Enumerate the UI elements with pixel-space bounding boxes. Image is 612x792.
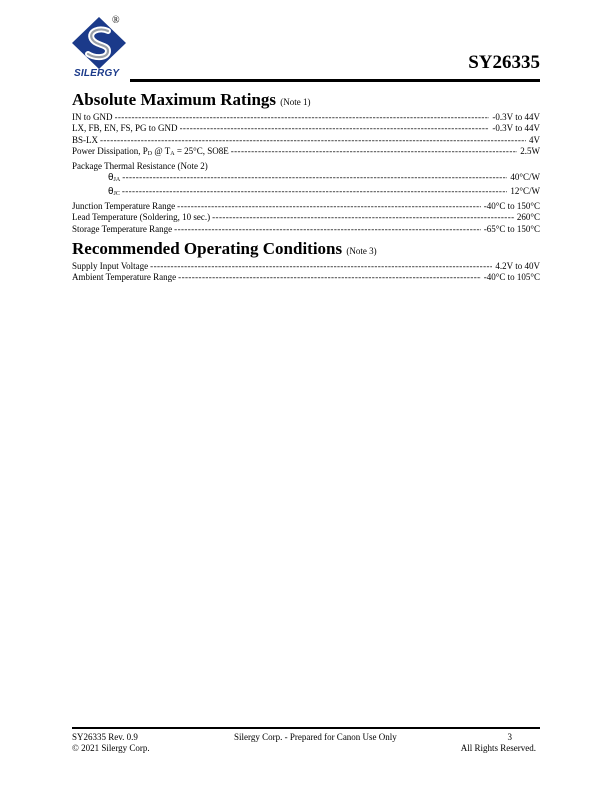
recommended-operating-conditions-section	[72, 239, 540, 284]
footer-page-number: 3	[507, 732, 512, 742]
roc-row-value: 4.2V to 40V	[495, 261, 540, 271]
footer-center-text: Silergy Corp. - Prepared for Canon Use Only	[234, 732, 397, 742]
amr-row	[72, 112, 540, 123]
roc-row	[72, 272, 540, 283]
footer-revision: SY26335 Rev. 0.9	[72, 732, 138, 742]
amr-row-value: 260°C	[516, 212, 540, 223]
amr-row-value: 4V	[529, 134, 540, 145]
header-rule	[130, 79, 540, 82]
amr-row-label: Junction Temperature Range	[72, 200, 176, 211]
roc-row-label: Ambient Temperature Range	[72, 272, 177, 283]
amr-row	[72, 212, 540, 223]
amr-row-value: -40°C to 150°C	[483, 200, 540, 211]
roc-row-label: Supply Input Voltage	[72, 261, 149, 271]
roc-title: Recommended Operating Conditions	[72, 239, 343, 258]
absolute-maximum-ratings-section	[72, 90, 540, 235]
theta-ja-label: $\theta_{JA}$	[108, 173, 121, 184]
theta-jc-label: $\theta_{JC}$	[108, 187, 120, 198]
registered-mark: ®	[112, 15, 120, 26]
amr-row-label: LX, FB, EN, FS, PG to GND	[72, 123, 178, 134]
amr-row-label: Power Dissipation, $P_D$ @ $T_A = 25^\circ C$, SO8E	[72, 146, 229, 158]
footer-rule	[72, 727, 540, 729]
brand-name: SILERGY	[74, 68, 120, 79]
amr-row-label: IN to GND	[72, 112, 113, 122]
amr-row-value: -0.3V to 44V	[492, 123, 540, 134]
theta-ja-value: 40°C/W	[510, 172, 540, 183]
footer-rights: All Rights Reserved.	[460, 743, 536, 753]
amr-row-power-dissipation	[72, 146, 540, 160]
theta-jc-row	[72, 186, 540, 200]
amr-note: (Note 1)	[280, 97, 311, 107]
theta-ja-row	[72, 172, 540, 186]
amr-row	[72, 123, 540, 134]
amr-row-value: -0.3V to 44V	[492, 112, 540, 122]
section-heading-amr	[72, 90, 540, 112]
amr-row-value: -65°C to 150°C	[483, 223, 540, 234]
amr-row	[72, 135, 540, 146]
amr-title: Absolute Maximum Ratings	[72, 90, 277, 109]
document-title: SY26335	[468, 52, 540, 73]
amr-row-label: Storage Temperature Range	[72, 223, 173, 234]
amr-row-value: 2.5W	[520, 146, 540, 157]
section-heading-roc	[72, 239, 540, 261]
roc-row	[72, 261, 540, 272]
roc-row-value: -40°C to 105°C	[483, 272, 540, 283]
package-thermal-resistance-label: Package Thermal Resistance (Note 2)	[72, 160, 208, 171]
amr-row	[72, 224, 540, 235]
amr-row-label: Lead Temperature (Soldering, 10 sec.)	[72, 212, 211, 223]
theta-jc-value: 12°C/W	[510, 186, 540, 197]
amr-row	[72, 201, 540, 212]
amr-row-label: BS-LX	[72, 134, 99, 145]
roc-note: (Note 3)	[346, 246, 377, 256]
footer-copyright: © 2021 Silergy Corp.	[72, 743, 150, 753]
